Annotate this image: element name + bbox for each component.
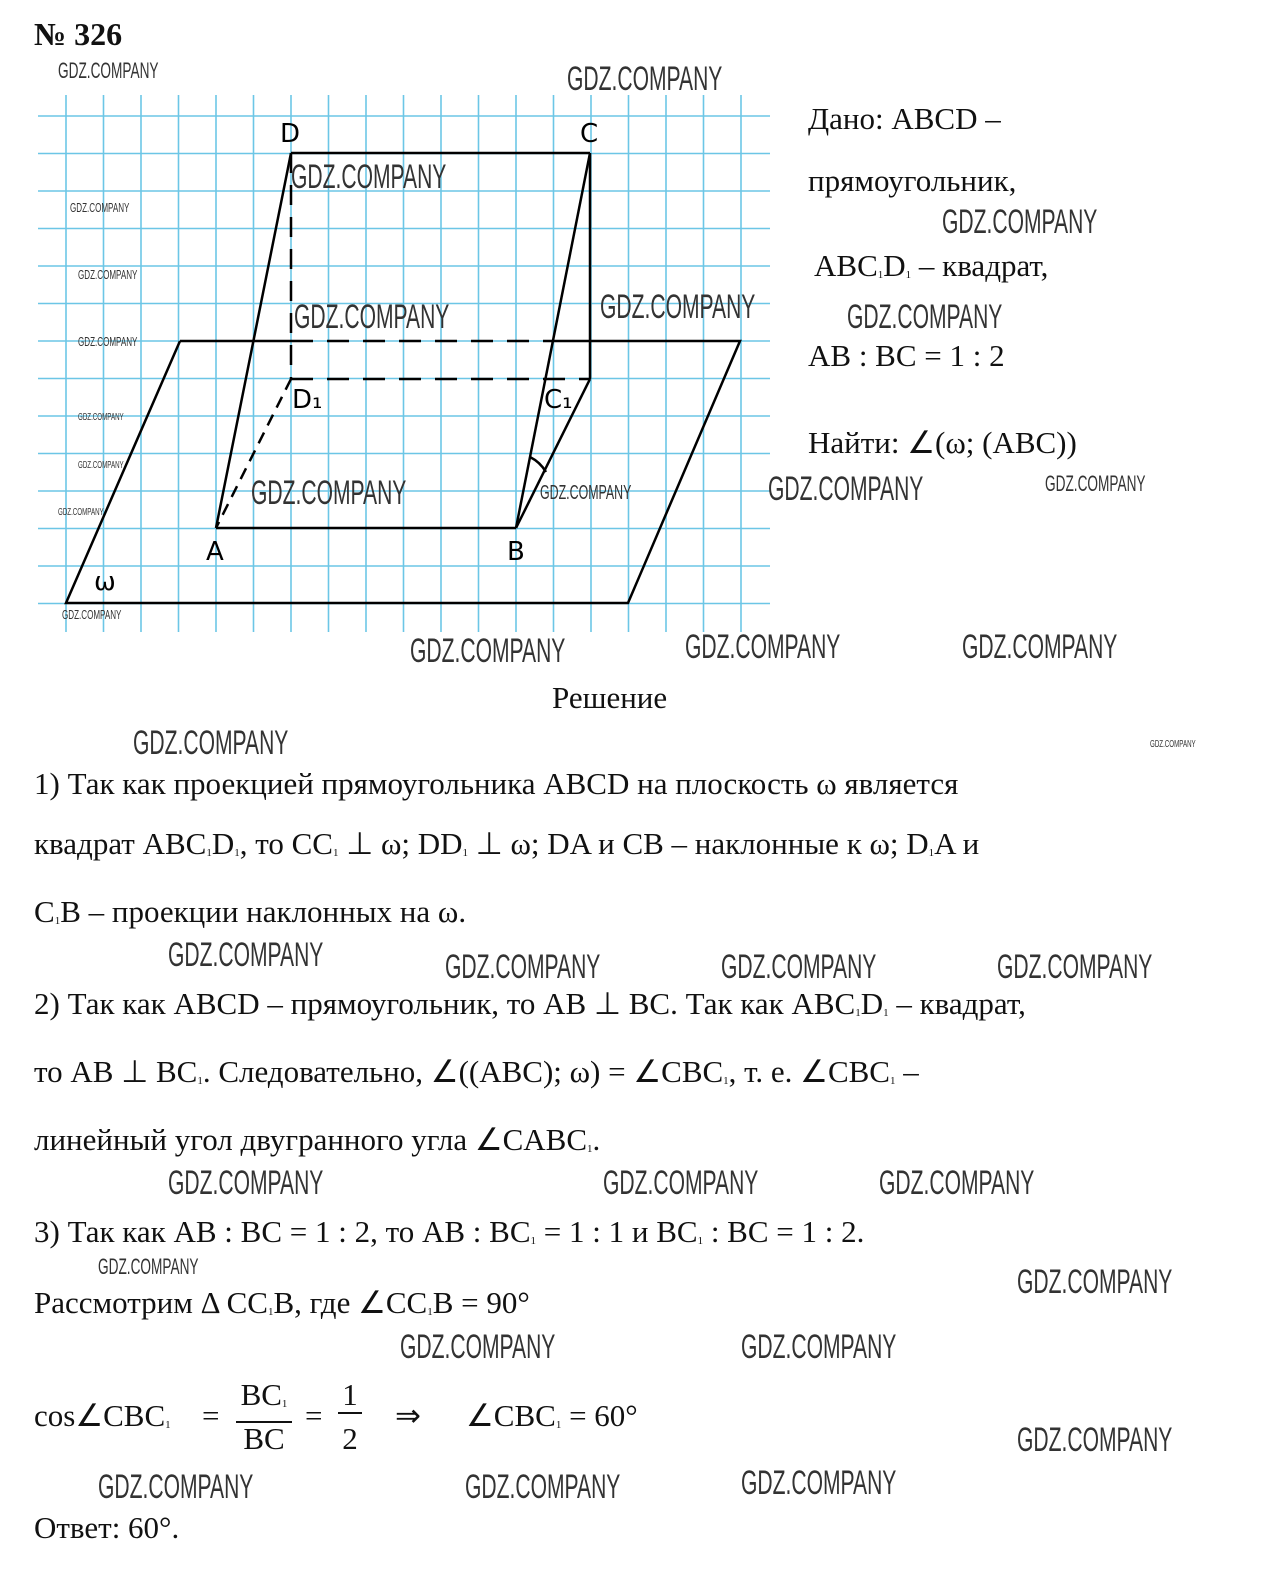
- watermark: GDZ.COMPANY: [168, 936, 324, 974]
- watermark: GDZ.COMPANY: [168, 1164, 324, 1202]
- watermark: GDZ.COMPANY: [291, 158, 447, 196]
- step2-line2: то AB ⊥ $BC_1$. Следовательно, ∠((ABC); $\omega) = \angle CBC_1$, т. е. $\angle CBC_1$ –: [34, 1054, 919, 1089]
- watermark: GDZ.COMPANY: [98, 1468, 254, 1506]
- watermark: GDZ.COMPANY: [741, 1464, 897, 1502]
- watermark: GDZ.COMPANY: [98, 1254, 199, 1279]
- watermark: GDZ.COMPANY: [294, 298, 450, 336]
- find-line: Найти: ∠(ω; (ABC)): [808, 425, 1077, 460]
- watermark: GDZ.COMPANY: [400, 1328, 556, 1366]
- watermark: GDZ.COMPANY: [78, 412, 124, 423]
- watermark: GDZ.COMPANY: [78, 267, 138, 282]
- watermark: GDZ.COMPANY: [251, 474, 407, 512]
- watermark: GDZ.COMPANY: [997, 948, 1153, 986]
- watermark: GDZ.COMPANY: [768, 470, 924, 508]
- given-line-3: $ABC_1D_1$ – квадрат,: [814, 248, 1049, 283]
- watermark: GDZ.COMPANY: [133, 724, 289, 762]
- step3-line2: Рассмотрим Δ $CC_1B$, где $\angle CC_1B = 90^\circ$: [34, 1285, 530, 1320]
- watermark: GDZ.COMPANY: [741, 1328, 897, 1366]
- watermark: GDZ.COMPANY: [58, 507, 104, 518]
- watermark: GDZ.COMPANY: [600, 288, 756, 326]
- watermark: GDZ.COMPANY: [962, 628, 1118, 666]
- angle-arc: [530, 457, 546, 472]
- watermark: GDZ.COMPANY: [879, 1164, 1035, 1202]
- watermark: GDZ.COMPANY: [445, 948, 601, 986]
- watermark: GDZ.COMPANY: [685, 628, 841, 666]
- label-c: C: [580, 119, 599, 149]
- problem-number: № 326: [34, 16, 123, 52]
- page: № 326 D C D₁ C₁ A B ω Дано: ABCD – прямоугольник, $ABC_1D_1$ – квадрат, AB : BC = 1 : 2 Найти: ∠(ω; (ABC)) Решение 1) Так как проекцией прямоугольника ABCD на плоскость ω является квадрат $ABC_1D_1$, то $CC_1$ ⊥ ω; $DD_1$ ⊥ ω; DA и CB – наклонные к ω; $D_1A$ и $C_1B$ – проекции наклонных на ω. 2) Так как ABCD – прямоугольник, то AB ⊥ BC. Так как $ABC_1D_1$ – квадрат, то AB ⊥ $BC_1$. Следовательно, ∠((ABC); $\omega) = \angle CBC_1$, т. е. $\angle CBC_1$ – линейный угол двугранного угла $\angle CABC_1$. 3) Так как AB : BC = 1 : 2, то AB : $BC_1 = 1$ : 1 и $BC_1$ : BC = 1 : 2. Рассмотрим Δ $CC_1B$, где $\angle CC_1B = 90^\circ$ $\cos\angle CBC_1$ = $BC_1$ BC = 1 2 ⇒ $\angle CBC_1 = 60^\circ$ Ответ: 60°. GDZ.COMPANY GDZ.COMPANY GDZ.COMPANY GDZ.COMPANY GDZ.COMPANY GDZ.COMPANY GDZ.COMPANY GDZ.COMPANY GDZ.COMPANY GDZ.COMPANY GDZ.COMPANY GDZ.COMPANY GDZ.COMPANY GDZ.COMPANY GDZ.COMPANY GDZ.COMPANY GDZ.COMPANY GDZ.COMPANY GDZ.COMPANY GDZ.COMPANY GDZ.COMPANY GDZ.COMPANY GDZ.COMPANY GDZ.COMPANY GDZ.COMPANY GDZ.COMPANY GDZ.COMPANY GDZ.COMPANY GDZ.COMPANY GDZ.COMPANY GDZ.COMPANY GDZ.COMPANY GDZ.COMPANY GDZ.COMPANY GDZ.COMPANY GDZ.COMPANY GDZ.COMPANY GDZ.COMPANY: [0, 0, 1276, 1589]
- watermark: GDZ.COMPANY: [70, 200, 130, 215]
- watermark: GDZ.COMPANY: [567, 60, 723, 98]
- label-d1: D₁: [292, 385, 323, 415]
- watermark: GDZ.COMPANY: [1017, 1263, 1173, 1301]
- watermark: GDZ.COMPANY: [58, 58, 159, 83]
- watermark: GDZ.COMPANY: [410, 632, 566, 670]
- watermark: GDZ.COMPANY: [78, 460, 124, 471]
- step1-line1: 1) Так как проекцией прямоугольника ABCD на плоскость ω является: [34, 766, 959, 801]
- given-line-4: AB : BC = 1 : 2: [808, 338, 1005, 373]
- watermark: GDZ.COMPANY: [1017, 1421, 1173, 1459]
- label-b: B: [507, 537, 525, 567]
- solution-heading: Решение: [552, 680, 668, 715]
- watermark: GDZ.COMPANY: [847, 298, 1003, 336]
- label-c1: C₁: [544, 385, 573, 415]
- watermark: GDZ.COMPANY: [942, 203, 1098, 241]
- given-line-2: прямоугольник,: [808, 163, 1017, 198]
- watermark: GDZ.COMPANY: [721, 948, 877, 986]
- step1-line3: $C_1B$ – проекции наклонных на ω.: [34, 894, 467, 929]
- watermark: GDZ.COMPANY: [62, 607, 122, 622]
- watermark: GDZ.COMPANY: [1045, 471, 1146, 496]
- watermark: GDZ.COMPANY: [540, 482, 632, 504]
- watermark: GDZ.COMPANY: [1150, 739, 1196, 750]
- label-d: D: [280, 119, 301, 149]
- step2-line1: 2) Так как ABCD – прямоугольник, то AB ⊥ BC. Так как $ABC_1D_1$ – квадрат,: [34, 986, 1026, 1021]
- watermark: GDZ.COMPANY: [465, 1468, 621, 1506]
- watermark: GDZ.COMPANY: [78, 334, 138, 349]
- answer: Ответ: 60°.: [34, 1510, 180, 1545]
- step3-line1: 3) Так как AB : BC = 1 : 2, то AB : $BC_1 = 1$ : 1 и $BC_1$ : BC = 1 : 2.: [34, 1214, 865, 1249]
- label-omega: ω: [94, 567, 116, 597]
- label-a: A: [206, 537, 224, 567]
- step1-line2: квадрат $ABC_1D_1$, то $CC_1$ ⊥ ω; $DD_1$ ⊥ ω; DA и CB – наклонные к ω; $D_1A$ и: [34, 826, 980, 861]
- step2-line3: линейный угол двугранного угла $\angle CABC_1$.: [34, 1122, 601, 1157]
- given-line-1: Дано: ABCD –: [808, 101, 1001, 136]
- watermark: GDZ.COMPANY: [603, 1164, 759, 1202]
